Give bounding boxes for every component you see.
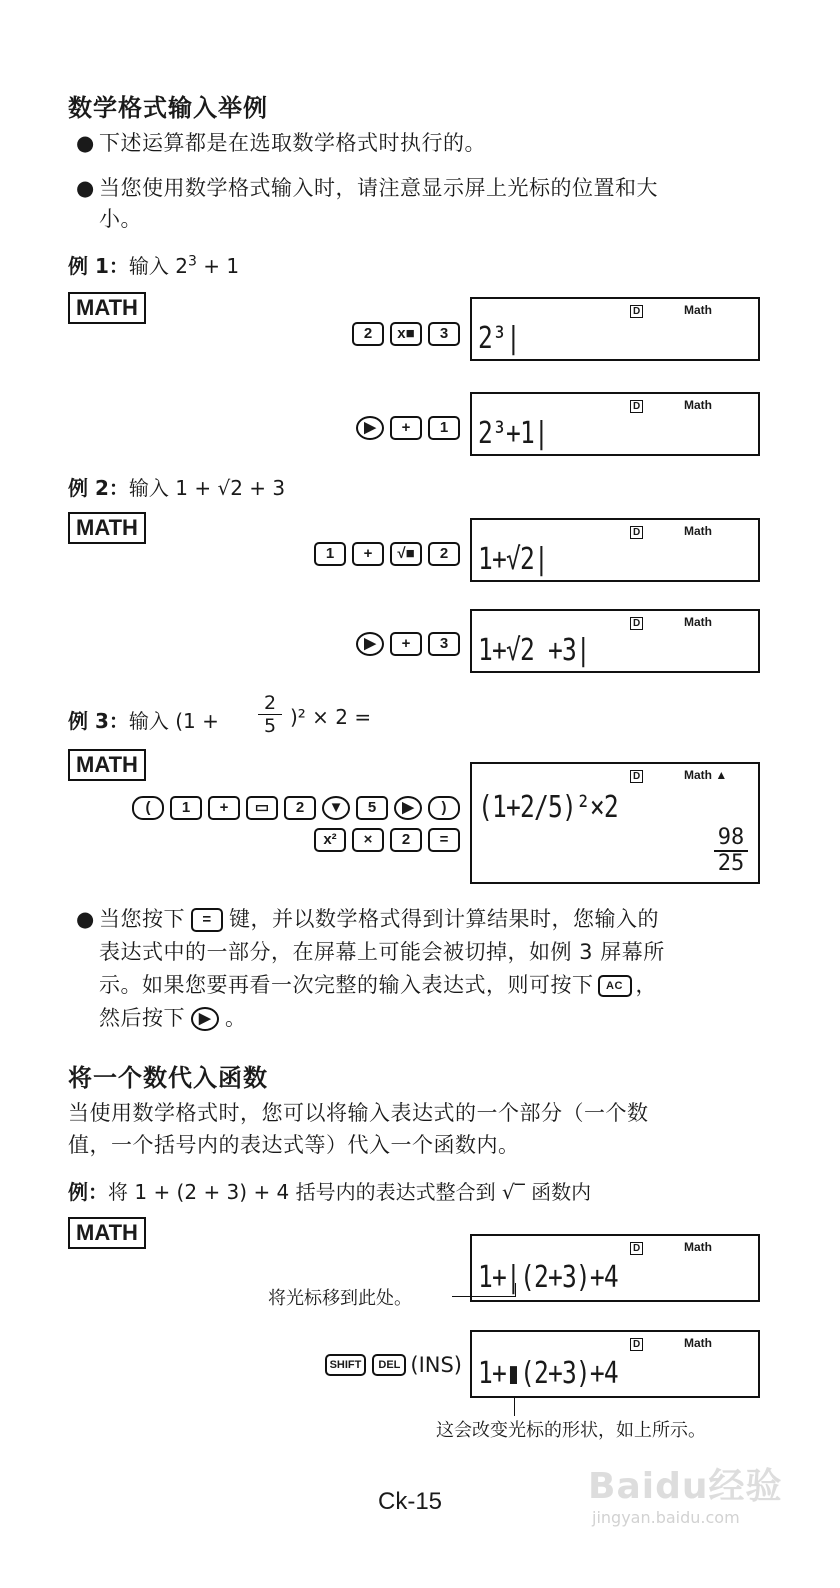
example-2-text: 输入 1 + √2 + 3 [128, 476, 286, 500]
key-3[interactable]: 3 [428, 632, 460, 656]
key-close-paren[interactable]: ) [428, 796, 460, 820]
ex3-keys-row2 [308, 828, 460, 852]
note-line-4 [99, 1002, 247, 1035]
result-denominator: 25 [714, 850, 748, 876]
section2-example-text: 将 1 + (2 + 3) + 4 括号内的表达式整合到 √‾ 函数内 [108, 1180, 592, 1204]
section-title-math-input: 数学格式输入举例 [68, 94, 268, 122]
key-right-arrow[interactable]: ▶ [394, 796, 422, 820]
section-title-insert-function: 将一个数代入函数 [68, 1064, 268, 1092]
key-plus[interactable]: + [352, 542, 384, 566]
math-indicator: Math [684, 1240, 712, 1254]
note-line-3 [99, 969, 657, 1002]
key-right-arrow-inline: ▶ [191, 1007, 219, 1031]
note-line-1 [99, 903, 659, 936]
example-2-label: 例 2： [68, 476, 129, 500]
bullet-text-2-cont: 小。 [99, 207, 142, 231]
bullet-text-2: 当您使用数学格式输入时，请注意显示屏上光标的位置和大 [99, 176, 658, 200]
lcd-display-insert-2 [470, 1330, 760, 1398]
lcd-display-ex2-step2 [470, 609, 760, 673]
math-indicator: Math [684, 1336, 712, 1350]
key-2[interactable]: 2 [390, 828, 422, 852]
key-power[interactable]: x■ [390, 322, 422, 346]
key-right-arrow[interactable]: ▶ [356, 632, 384, 656]
ex3-keys-row1 [126, 796, 460, 820]
d-indicator: D [630, 1242, 643, 1255]
key-2[interactable]: 2 [284, 796, 316, 820]
example-3-text: 输入 (1 + [128, 709, 219, 733]
key-equals-inline: = [191, 908, 223, 932]
d-indicator: D [630, 617, 643, 630]
d-indicator: D [630, 305, 643, 318]
key-2[interactable]: 2 [352, 322, 384, 346]
lcd-input-expression: (1+2/5)²×2 [478, 790, 618, 825]
key-sqrt[interactable]: √■ [390, 542, 422, 566]
example-1-text: 输入 2 [128, 254, 188, 278]
insert-keys [319, 1352, 462, 1377]
section2-example [68, 1176, 591, 1205]
example-3-heading [68, 705, 219, 734]
section2-para-line-2: 值，一个括号内的表达式等）代入一个函数内。 [68, 1133, 520, 1157]
key-open-paren[interactable]: ( [132, 796, 164, 820]
key-equals[interactable]: = [428, 828, 460, 852]
key-plus[interactable]: + [390, 416, 422, 440]
math-indicator: Math [684, 303, 712, 317]
key-right-arrow[interactable]: ▶ [356, 416, 384, 440]
ins-label: (INS) [410, 1353, 462, 1377]
key-down-arrow[interactable]: ▼ [322, 796, 350, 820]
ex2-step1-keys [308, 542, 460, 566]
key-fraction[interactable]: ▭ [246, 796, 278, 820]
lcd-display-ex1-step1 [470, 297, 760, 361]
math-indicator: Math [684, 615, 712, 629]
bullet-text-1: 下述运算都是在选取数学格式时执行的。 [99, 131, 486, 155]
lcd-text: 1+√2 +3| [478, 633, 590, 668]
bullet-2: ● [76, 176, 95, 200]
lcd-text: 1+▮(2+3)+4 [478, 1356, 618, 1391]
lcd-display-ex3 [470, 762, 760, 884]
example-3-label: 例 3： [68, 709, 129, 733]
ex2-step2-keys [350, 632, 460, 656]
section2-para-line-1: 当使用数学格式时，您可以将输入表达式的一个部分（一个数 [68, 1101, 649, 1125]
key-1[interactable]: 1 [428, 416, 460, 440]
caption-move-cursor: 将光标移到此处。 [268, 1288, 412, 1309]
key-5[interactable]: 5 [356, 796, 388, 820]
key-3[interactable]: 3 [428, 322, 460, 346]
key-multiply[interactable]: × [352, 828, 384, 852]
example-1-label: 例 1： [68, 254, 129, 278]
lcd-text: 2³+1| [478, 416, 548, 451]
ex1-step2-keys [350, 416, 460, 440]
key-1[interactable]: 1 [170, 796, 202, 820]
result-numerator: 98 [717, 825, 745, 850]
d-indicator: D [630, 526, 643, 539]
lcd-display-ex2-step1 [470, 518, 760, 582]
note-text-3b: ， [635, 973, 657, 997]
example-3-fraction [258, 692, 282, 737]
lcd-display-ex1-step2 [470, 392, 760, 456]
example-2-heading [68, 472, 285, 501]
d-indicator: D [630, 400, 643, 413]
lcd-text: 1+|(2+3)+4 [478, 1260, 618, 1295]
caption-cursor-shape: 这会改变光标的形状，如上所示。 [436, 1420, 706, 1441]
example-1-heading [68, 250, 239, 279]
d-indicator: D [630, 1338, 643, 1351]
note-text-4b: 。 [225, 1006, 247, 1030]
key-shift[interactable]: SHIFT [325, 1354, 367, 1376]
math-indicator: Math [684, 524, 712, 538]
lcd-display-insert-1 [470, 1234, 760, 1302]
fraction-denominator: 5 [258, 714, 282, 737]
key-square[interactable]: x² [314, 828, 346, 852]
d-indicator: D [630, 770, 643, 783]
page-number: Ck-15 [378, 1488, 443, 1515]
key-2[interactable]: 2 [428, 542, 460, 566]
lcd-text: 1+√2| [478, 542, 548, 577]
note-text-1b: 键，并以数学格式得到计算结果时，您输入的 [229, 907, 659, 931]
example-3-suffix: )² × 2 = [290, 705, 372, 729]
lcd-text: 2³| [478, 321, 520, 356]
note-bullet: ● [76, 907, 95, 931]
math-indicator: Math [684, 398, 712, 412]
math-mode-badge-1: MATH [68, 292, 146, 324]
pointer-line-1-vertical [515, 1283, 516, 1297]
ex1-step1-keys [346, 322, 460, 346]
key-1[interactable]: 1 [314, 542, 346, 566]
note-text-3a: 示。如果您要再看一次完整的输入表达式，则可按下 [99, 973, 594, 997]
section2-example-label: 例： [68, 1180, 108, 1204]
key-ac-inline: AC [598, 975, 632, 997]
bullet-1: ● [76, 131, 95, 155]
note-text-1a: 当您按下 [99, 907, 185, 931]
example-1-suffix: + 1 [196, 254, 240, 278]
key-del[interactable]: DEL [372, 1354, 406, 1376]
key-plus[interactable]: + [208, 796, 240, 820]
math-mode-badge-2: MATH [68, 512, 146, 544]
watermark-url: jingyan.baidu.com [592, 1508, 740, 1527]
pointer-line-2 [514, 1398, 515, 1416]
watermark-brand: Baidu经验 [588, 1466, 783, 1507]
math-up-indicator: Math ▲ [684, 768, 728, 782]
pointer-line-1 [452, 1296, 516, 1297]
lcd-result-fraction [714, 826, 748, 876]
fraction-numerator: 2 [263, 692, 277, 714]
math-mode-badge-3: MATH [68, 749, 146, 781]
note-line-2: 表达式中的一部分，在屏幕上可能会被切掉，如例 3 屏幕所 [99, 940, 665, 964]
example-1-sup: 3 [187, 253, 197, 270]
math-mode-badge-4: MATH [68, 1217, 146, 1249]
key-plus[interactable]: + [390, 632, 422, 656]
note-text-4a: 然后按下 [99, 1006, 185, 1030]
